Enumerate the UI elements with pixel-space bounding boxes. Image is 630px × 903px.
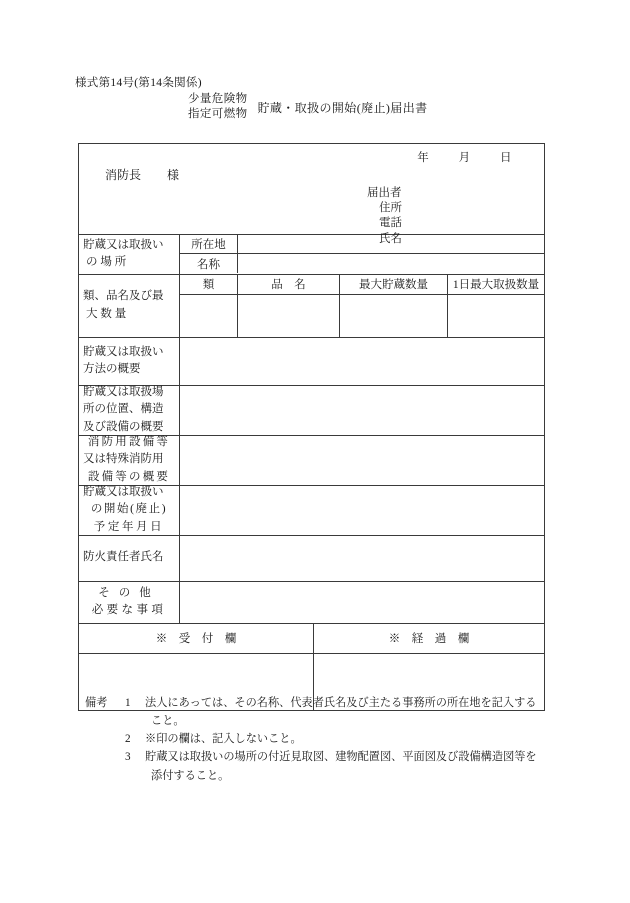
form-title-block — [188, 92, 428, 122]
table-row — [180, 295, 544, 337]
form-number: 様式第14号(第14条関係) — [75, 77, 202, 89]
other-required-matters-field[interactable] — [180, 582, 544, 623]
address-sub-label: 所 在 地 — [180, 235, 238, 253]
storage-method-summary-row — [79, 338, 544, 386]
submitter-name-label: 氏名 — [379, 232, 402, 245]
place-row-address — [180, 235, 544, 254]
location-structure-equipment-summary-field[interactable] — [180, 386, 544, 435]
note-number: 2 — [125, 733, 131, 746]
column-header-max-storage: 最大貯蔵数量 — [340, 275, 448, 294]
place-name-sub-label: 名 称 — [180, 254, 238, 273]
location-structure-equipment-summary-row — [79, 386, 544, 436]
column-header-type: 類 — [180, 275, 238, 294]
note-item — [85, 694, 565, 712]
title-prefix-line1: 少量危険物 — [188, 93, 248, 105]
place-rows — [180, 235, 544, 274]
storage-method-summary-field[interactable] — [180, 338, 544, 385]
fire-prevention-manager-name-row — [79, 536, 544, 582]
date-day-label: 日 — [500, 152, 512, 164]
firefighting-equipment-summary-row — [79, 436, 544, 486]
quantity-table — [180, 275, 544, 337]
fire-prevention-manager-name-label: 防火責任者氏名 — [79, 536, 180, 581]
column-header-product-name: 品 名 — [238, 275, 340, 294]
date-month-label: 月 — [458, 152, 471, 164]
place-section-label — [79, 235, 180, 274]
progress-column-title: ※ 経 過 欄 — [388, 633, 470, 645]
cell-product-name[interactable] — [238, 295, 340, 337]
note-item — [85, 730, 565, 748]
notes-section — [85, 694, 565, 785]
cell-max-daily-handling[interactable] — [448, 295, 544, 337]
place-row-name — [180, 254, 544, 273]
other-required-matters-label: その他 必要な事項 — [79, 582, 180, 623]
note-continuation: こと。 — [151, 715, 185, 728]
quantity-section-row — [79, 275, 544, 338]
place-section-row — [79, 235, 544, 275]
place-label-line1: 貯蔵又は取扱い — [83, 239, 164, 251]
firefighting-equipment-summary-field[interactable] — [180, 436, 544, 485]
other-required-matters-row — [79, 582, 544, 624]
quantity-table-header — [180, 275, 544, 295]
note-item — [85, 748, 565, 766]
submitter-label: 届出者 — [367, 187, 402, 199]
main-form-table — [78, 143, 545, 711]
date-year-label: 年 — [417, 152, 430, 164]
fire-prevention-manager-name-field[interactable] — [180, 536, 544, 581]
note-number: 1 — [125, 697, 131, 709]
submitter-block — [367, 186, 402, 247]
quantity-label-line1: 類、品名及び最 — [83, 290, 164, 303]
start-stop-scheduled-date-label: 貯蔵又は取扱い の開始(廃止) 予定年月日 — [79, 486, 180, 535]
location-structure-equipment-summary-label: 貯蔵又は取扱場 所の位置、構造 及び設備の概要 — [79, 386, 180, 435]
addressee-line — [105, 166, 179, 183]
note-text: ※印の欄は、記入しないこと。 — [145, 733, 302, 746]
cell-type[interactable] — [180, 295, 238, 337]
quantity-section-label — [79, 275, 180, 337]
cell-max-storage[interactable] — [340, 295, 448, 337]
note-text: 貯蔵又は取扱いの場所の付近見取図、建物配置図、平面図及び設備構造図等を — [145, 751, 537, 764]
firefighting-equipment-summary-label: 消防用設備等 又は特殊消防用 設備等の概要 — [79, 436, 180, 485]
reception-column-title: ※ 受 付 欄 — [79, 624, 314, 653]
notes-label: 備考 — [85, 697, 108, 709]
title-prefix-line2: 指定可燃物 — [188, 108, 248, 121]
storage-method-summary-label: 貯蔵又は取扱い 方法の概要 — [79, 338, 180, 385]
title-prefix — [188, 92, 248, 122]
date-line — [417, 149, 512, 165]
place-name-input-field[interactable] — [238, 254, 544, 273]
note-continuation: 添付すること。 — [151, 769, 230, 782]
column-header-max-daily-handling: 1日最大取扱数量 — [452, 279, 540, 291]
place-label-line2: の 場 所 — [86, 256, 127, 269]
quantity-label-line2: 大 数 量 — [86, 307, 127, 320]
receipt-section-header — [79, 624, 544, 654]
submitter-phone-label: 電話 — [379, 217, 402, 230]
addressee-honorific: 様 — [167, 168, 180, 182]
addressee-label: 消防長 — [105, 168, 142, 182]
start-stop-scheduled-date-field[interactable] — [180, 486, 544, 535]
note-text: 法人にあっては、その名称、代表者氏名及び主たる事務所の所在地を記入する — [145, 697, 537, 709]
page-title: 貯蔵・取扱の開始(廃止)届出書 — [257, 100, 428, 115]
submitter-address-label: 住所 — [379, 202, 402, 215]
start-stop-scheduled-date-row — [79, 486, 544, 536]
note-number: 3 — [125, 751, 131, 764]
